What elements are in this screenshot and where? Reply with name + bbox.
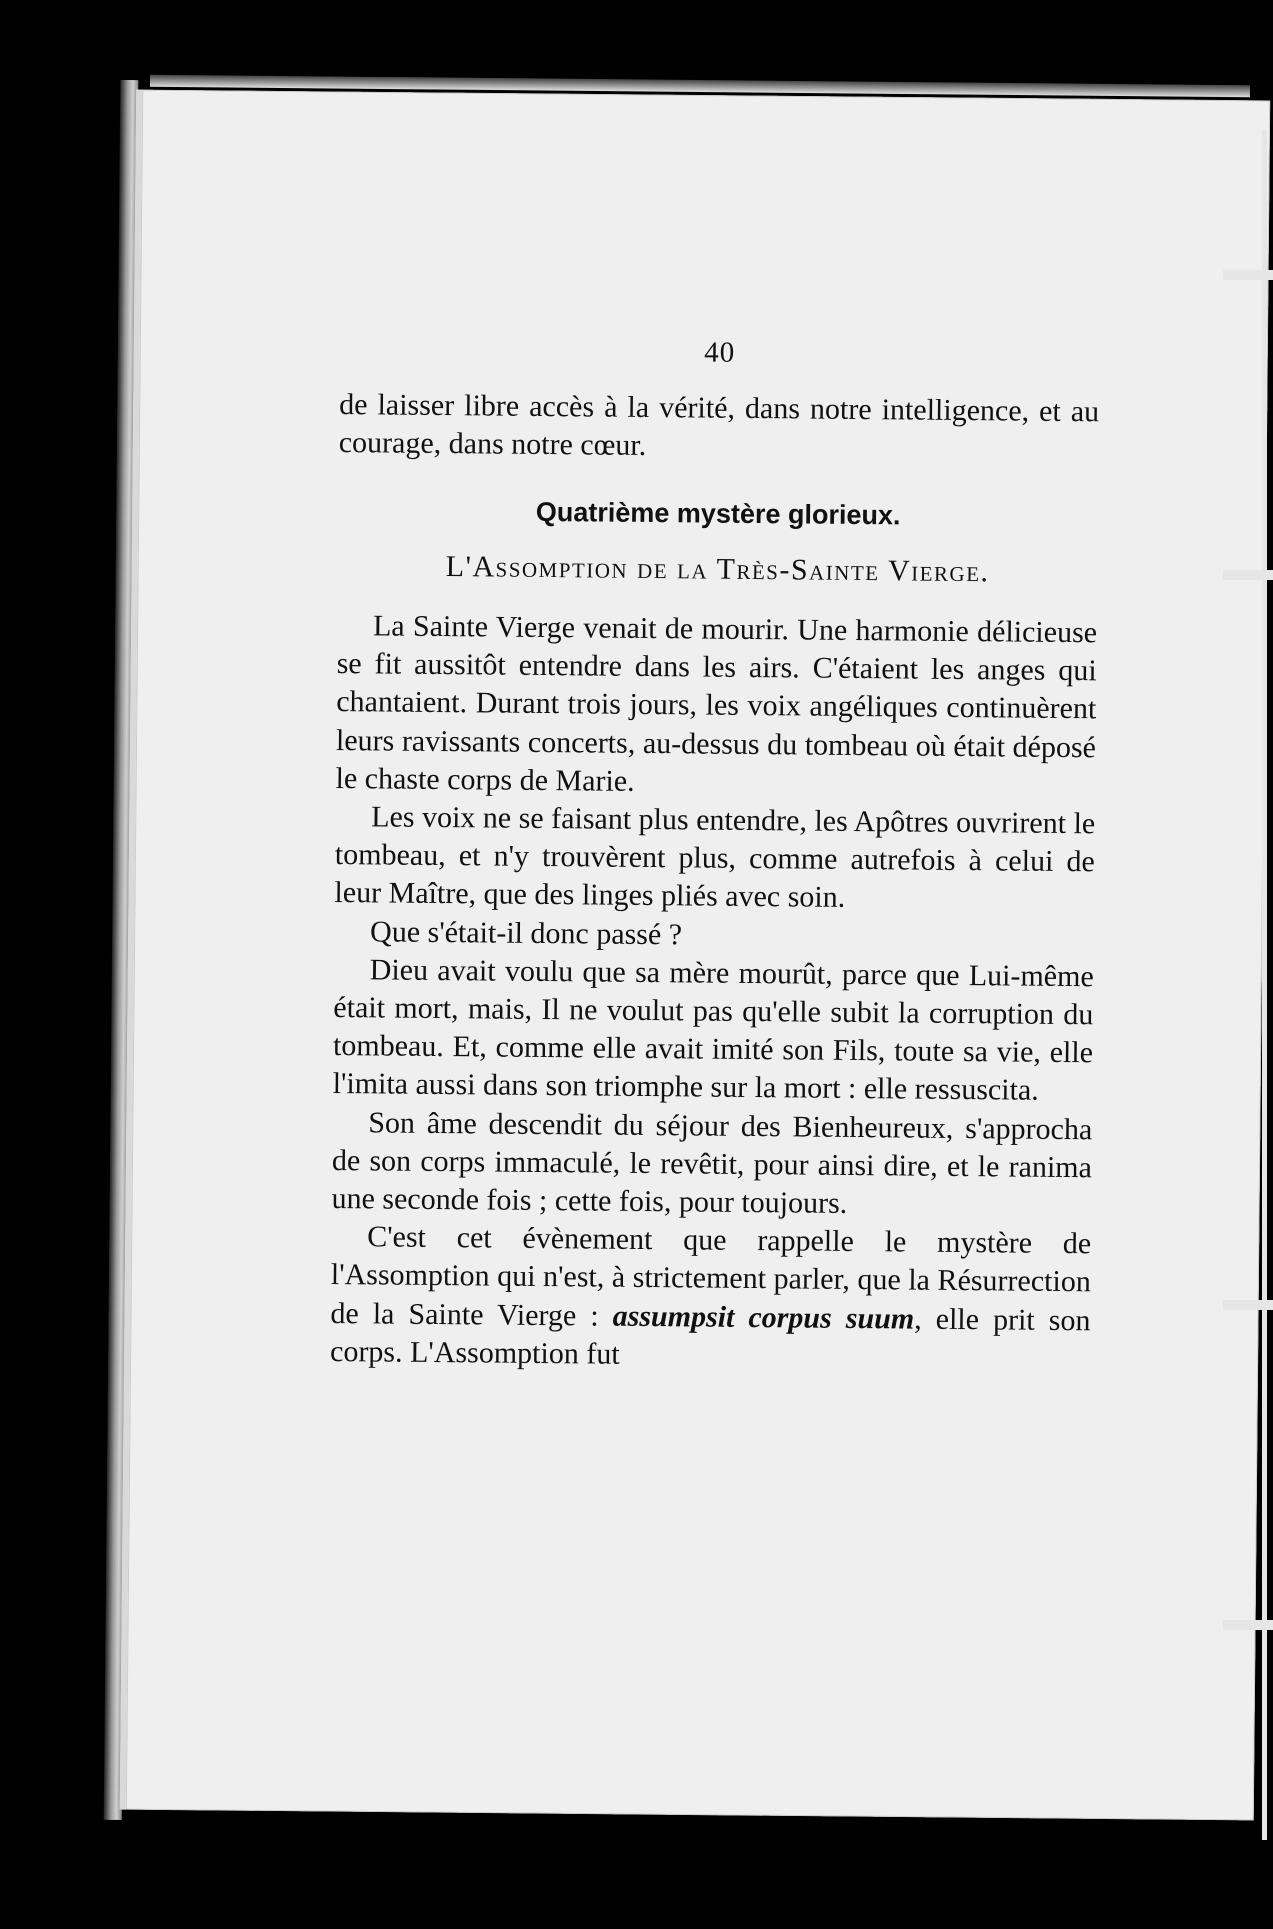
binding-mark [1223, 1300, 1273, 1310]
last-paragraph-text-start: C'est cet évènement que rappelle le mystère de l'Assomption qui n'est, à strictement parler, que la Résurrection de la Sainte Vierge : [330, 1220, 1092, 1333]
section-subheading: L'Assomption de la Très-Sainte Vierge. [445, 549, 990, 589]
paragraph: Que s'était-il donc passé ? [369, 914, 683, 951]
paragraph: La Sainte Vierge venait de mourir. Une harmonie délicieuse se fit aussitôt entendre dans les airs. C'étaient les anges qui chantaient. Durant trois jours, les voix angéliques continuèrent leurs ravissants concerts, au-dessus du tombeau où était déposé le chaste corps de Marie. [335, 609, 1098, 798]
binding-mark [1223, 1620, 1273, 1630]
binding-mark [1223, 570, 1273, 580]
binding-mark [1223, 270, 1273, 280]
last-paragraph [330, 1218, 1091, 1378]
latin-quote: assumpsit corpus suum [612, 1299, 915, 1336]
paragraph: Les voix ne se faisant plus entendre, les Apôtres ouvrirent le tombeau, et n'y trouvèrent plus, comme autrefois à celui de leur Maître, que des linges pliés avec soin. [334, 800, 1096, 915]
section-heading: Quatrième mystère glorieux. [535, 496, 901, 530]
paragraph: Son âme descendit du séjour des Bienheureux, s'approcha de son corps immaculé, le revêtit, pour ainsi dire, et le ranima une seconde fois ; cette fois, pour toujours. [331, 1105, 1093, 1220]
page-number: 40 [704, 336, 736, 369]
page-text [330, 320, 1100, 1378]
paragraph: Dieu avait voulu que sa mère mourût, parce que Lui-même était mort, mais, Il ne voulut pas qu'elle subit la corruption du tombeau. Et, comme elle avait imité son Fils, toute sa vie, elle l'imita aussi dans son triomphe sur la mort : elle ressuscita. [332, 953, 1094, 1108]
binding-edge [1262, 130, 1267, 1840]
intro-paragraph: de laisser libre accès à la vérité, dans notre intelligence, et au courage, dans notre cœur. [338, 388, 1100, 463]
last-paragraph-text-end: , elle prit son corps. L'Assomption fut [329, 1302, 1091, 1371]
